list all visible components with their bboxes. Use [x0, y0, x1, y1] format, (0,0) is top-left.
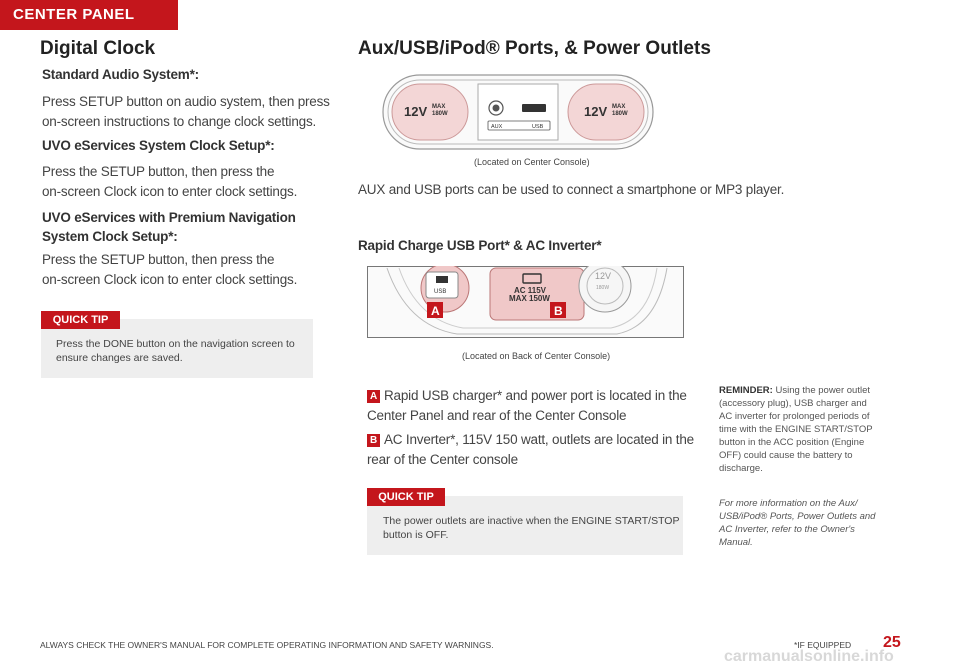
- text-line: AC Inverter*, 115V 150 watt, outlets are located in the: [384, 432, 694, 447]
- page-number: 25: [883, 634, 901, 651]
- text-line: Center Panel and rear of the Center Console: [367, 408, 627, 423]
- footer-if-equipped: *IF EQUIPPED: [794, 640, 852, 650]
- text-line: For more information on the Aux/: [719, 498, 858, 509]
- reminder-text: [719, 384, 919, 475]
- uvo-clock-text: [42, 162, 297, 202]
- section-tab: CENTER PANEL: [0, 0, 178, 30]
- text-line: (accessory plug), USB charger and: [719, 398, 867, 409]
- badge-a: A: [367, 390, 380, 403]
- aux-usb-title: Aux/USB/iPod® Ports, & Power Outlets: [358, 38, 711, 59]
- quick-tip-label: QUICK TIP: [41, 311, 120, 329]
- rear-console-caption: (Located on Back of Center Console): [462, 351, 611, 361]
- uvo-nav-clock-heading: [42, 208, 296, 246]
- center-console-image: [382, 74, 654, 150]
- standard-audio-heading: Standard Audio System*:: [42, 67, 199, 82]
- console-left-12v: 12V: [404, 104, 428, 119]
- standard-audio-text: [42, 92, 330, 132]
- console-aux-label: AUX: [491, 124, 503, 130]
- text-line: button is OFF.: [383, 529, 449, 541]
- rear-console-image: [367, 266, 684, 338]
- reminder-heading: REMINDER:: [719, 385, 773, 396]
- text-line: time with the ENGINE START/STOP: [719, 424, 873, 435]
- uvo-clock-heading: UVO eServices System Clock Setup*:: [42, 138, 275, 153]
- text-line: Using the power outlet: [772, 385, 871, 396]
- uvo-nav-clock-text: [42, 250, 297, 290]
- callout-a: A: [431, 304, 440, 318]
- text-line: Manual.: [719, 537, 753, 548]
- text-line: on-screen instructions to change clock settings.: [42, 114, 317, 129]
- text-line: Press the DONE button on the navigation screen to: [56, 338, 295, 350]
- text-line: AC inverter for prolonged periods of: [719, 411, 870, 422]
- text-line: Rapid USB charger* and power port is located in the: [384, 388, 687, 403]
- digital-clock-title: Digital Clock: [40, 38, 156, 59]
- item-a-text: [367, 386, 687, 426]
- quick-tip-label-2: QUICK TIP: [367, 488, 445, 506]
- callout-b: B: [554, 304, 563, 318]
- text-line: rear of the Center console: [367, 452, 518, 467]
- rear-ac-label: AC 115V: [514, 286, 547, 295]
- text-line: Press SETUP button on audio system, then press: [42, 94, 330, 109]
- rear-12v-watts: 180W: [596, 285, 610, 291]
- console-right-12v: 12V: [584, 104, 608, 119]
- rapid-charge-heading: Rapid Charge USB Port* & AC Inverter*: [358, 238, 602, 253]
- text-line: USB/iPod® Ports, Power Outlets and: [719, 511, 876, 522]
- text-line: The power outlets are inactive when the ENGINE START/STOP: [383, 515, 680, 527]
- text-line: on-screen Clock icon to enter clock settings.: [42, 272, 298, 287]
- more-info-text: [719, 497, 919, 549]
- quick-tip-text: [56, 337, 295, 365]
- rear-usb-label: USB: [434, 289, 447, 295]
- text-line: OFF) could cause the battery to: [719, 450, 853, 461]
- text-line: System Clock Setup*:: [42, 229, 178, 244]
- console-left-max: MAX: [432, 104, 446, 110]
- console-caption: (Located on Center Console): [474, 157, 590, 167]
- console-usb-label: USB: [532, 124, 544, 130]
- console-right-watts: 180W: [612, 111, 628, 117]
- rear-12v-label: 12V: [595, 271, 612, 281]
- rear-ac-max-label: MAX 150W: [509, 294, 550, 303]
- aux-usb-description: AUX and USB ports can be used to connect a smartphone or MP3 player.: [358, 182, 785, 197]
- badge-b: B: [367, 434, 380, 447]
- item-b-text: [367, 430, 694, 470]
- text-line: ensure changes are saved.: [56, 352, 183, 364]
- console-right-max: MAX: [612, 104, 626, 110]
- text-line: Press the SETUP button, then press the: [42, 252, 275, 267]
- footer-warning: ALWAYS CHECK THE OWNER'S MANUAL FOR COMPLETE OPERATING INFORMATION AND SAFETY WARNINGS.: [40, 640, 494, 650]
- quick-tip-text-2: [383, 514, 679, 542]
- text-line: AC Inverter, refer to the Owner's: [719, 524, 855, 535]
- text-line: Press the SETUP button, then press the: [42, 164, 275, 179]
- text-line: on-screen Clock icon to enter clock settings.: [42, 184, 298, 199]
- text-line: button in the ACC position (Engine: [719, 437, 865, 448]
- console-left-watts: 180W: [432, 111, 448, 117]
- text-line: UVO eServices with Premium Navigation: [42, 210, 296, 225]
- watermark: carmanualsonline.info: [724, 648, 894, 665]
- text-line: discharge.: [719, 463, 763, 474]
